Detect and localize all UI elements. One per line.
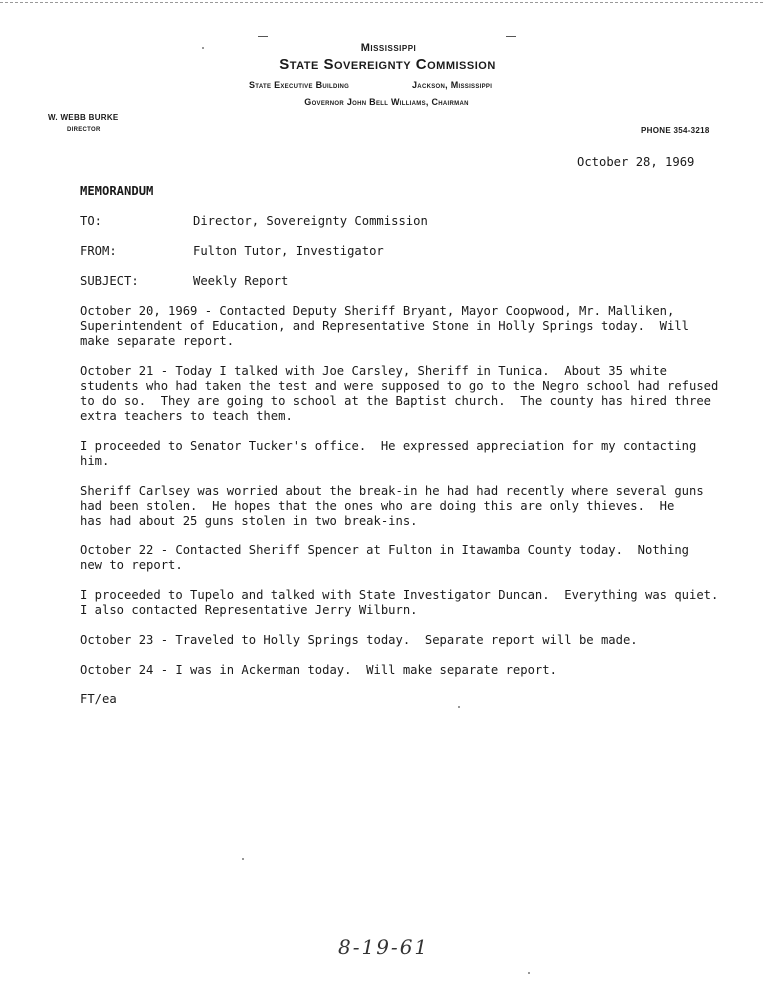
director-title: DIRECTOR (67, 127, 101, 133)
scan-speck (202, 47, 204, 49)
letterhead-phone: PHONE 354-3218 (641, 126, 710, 135)
to-value: Director, Sovereignty Commission (193, 214, 428, 228)
report-paragraph: October 23 - Traveled to Holly Springs today. Separate report will be made. (80, 633, 638, 647)
from-value: Fulton Tutor, Investigator (193, 244, 384, 258)
letterhead-commission: State Sovereignty Commission (279, 56, 496, 73)
report-paragraph: Sheriff Carlsey was worried about the break-in he had had recently where several guns had been stolen. He hopes that the ones who are doing this are only thieves. He has had about 25 guns stolen in two break-ins. (80, 484, 704, 528)
report-paragraph: I proceeded to Senator Tucker's office. He expressed appreciation for my contacting him. (80, 439, 697, 468)
letterhead-building: State Executive Building (249, 80, 350, 90)
from-label: FROM: (80, 244, 117, 258)
scan-speck (458, 706, 460, 708)
subject-value: Weekly Report (193, 274, 289, 288)
report-paragraph: I proceeded to Tupelo and talked with State Investigator Duncan. Everything was quiet. I also contacted Representative Jerry Wilburn. (80, 588, 719, 617)
scan-speck (242, 858, 244, 860)
report-paragraph: October 20, 1969 - Contacted Deputy Sheriff Bryant, Mayor Coopwood, Mr. Malliken, Superintendent of Education, and Representative Stone in Holly Springs today. Will make separate report. (80, 304, 690, 348)
letterhead-city: Jackson, Mississippi (412, 80, 493, 90)
report-paragraph: October 22 - Contacted Sheriff Spencer at Fulton in Itawamba County today. Nothing new to report. (80, 543, 690, 572)
report-paragraph: October 21 - Today I talked with Joe Carsley, Sheriff in Tunica. About 35 white students who had taken the test and were supposed to go to the Negro school had refused to do so. They are going to school at the Baptist church. The county has hired three extra teachers to teach them. (80, 364, 719, 423)
handwritten-note: 8-19-61 (338, 935, 430, 959)
letterhead-mark (258, 36, 268, 37)
letterhead-mark (506, 36, 516, 37)
subject-label: SUBJECT: (80, 274, 139, 288)
scan-speck (528, 972, 530, 974)
director-name: W. WEBB BURKE (48, 113, 119, 122)
page-top-edge (0, 2, 763, 3)
to-label: TO: (80, 214, 103, 228)
memo-heading: MEMORANDUM (80, 184, 154, 198)
letterhead-state: Mississippi (360, 42, 417, 54)
typist-initials: FT/ea (80, 692, 117, 706)
report-paragraph: October 24 - I was in Ackerman today. Will make separate report. (80, 663, 557, 677)
letterhead-governor: Governor John Bell Williams, Chairman (304, 97, 469, 107)
memo-date: October 28, 1969 (577, 155, 695, 169)
